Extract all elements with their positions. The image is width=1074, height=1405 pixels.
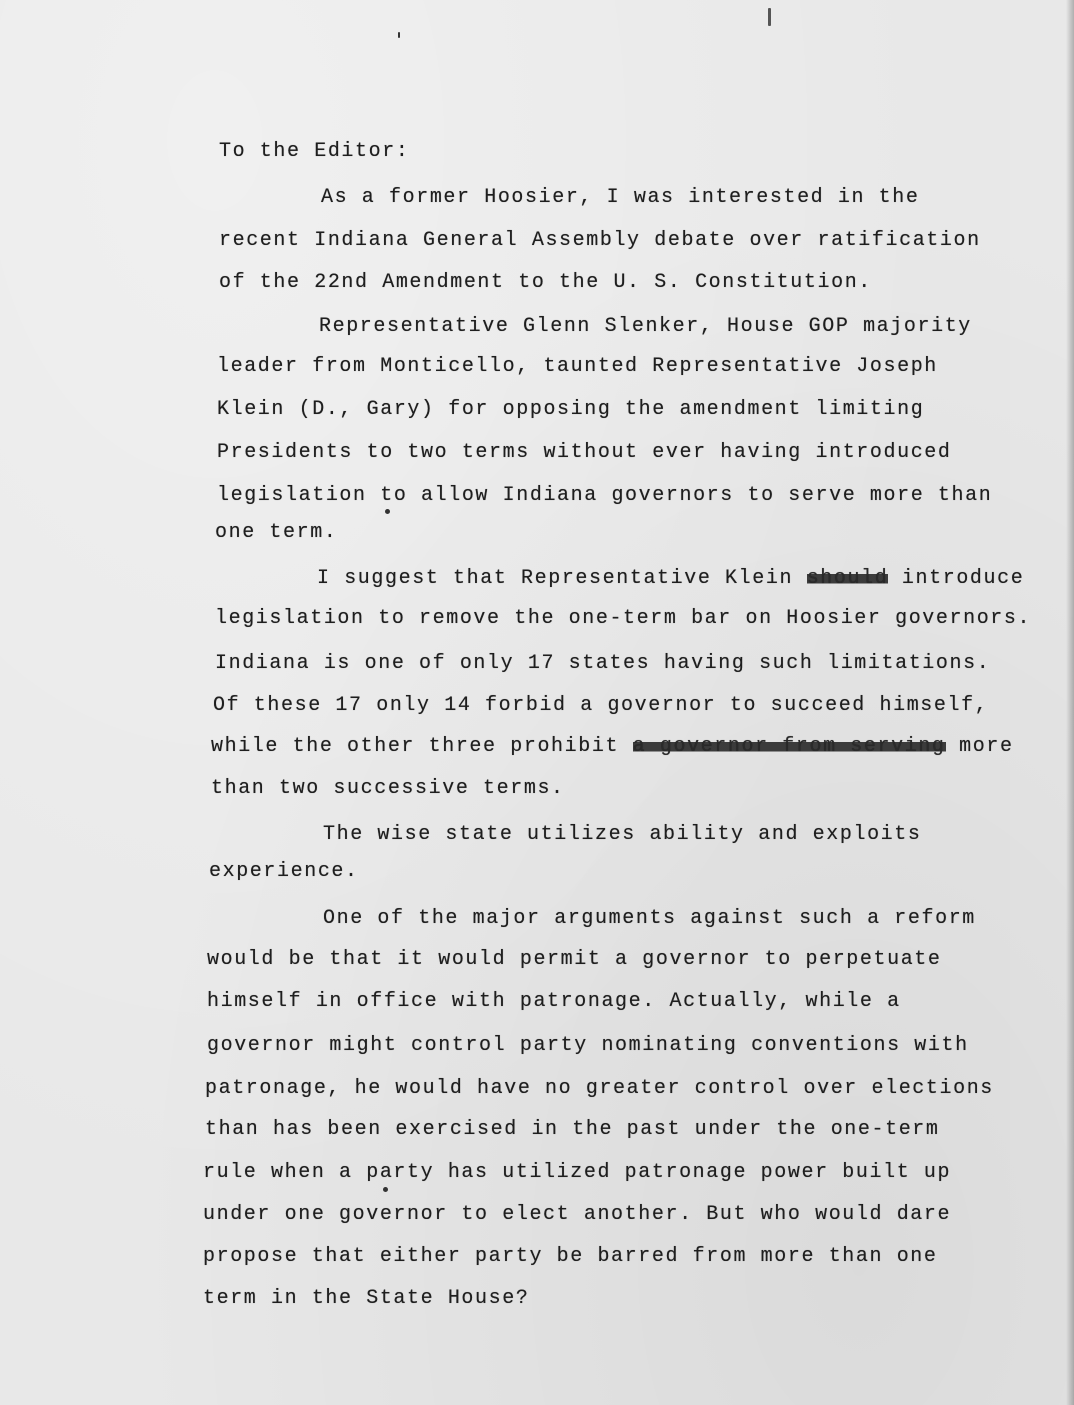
paragraph-3-line-6: than two successive terms.: [211, 777, 565, 800]
paragraph-3-line-1-end: introduce: [901, 567, 1025, 590]
paragraph-1-line-3: of the 22nd Amendment to the U. S. Constitution.: [219, 271, 872, 294]
paragraph-5-line-5: patronage, he would have no greater control over elections: [205, 1077, 994, 1100]
salutation: To the Editor:: [219, 140, 410, 163]
paragraph-2-line-2: leader from Monticello, taunted Representative Joseph: [217, 355, 938, 378]
paper-crease: [768, 8, 771, 26]
paragraph-5-line-3: himself in office with patronage. Actually, while a: [207, 990, 901, 1013]
paragraph-5-line-1: One of the major arguments against such a reform: [323, 907, 976, 930]
paragraph-4-line-2: experience.: [209, 860, 359, 883]
paragraph-2-line-4: Presidents to two terms without ever having introduced: [217, 441, 952, 464]
struck-word: should: [806, 567, 889, 590]
paragraph-3-line-5-end: more: [959, 735, 1014, 758]
paragraph-2-line-3: Klein (D., Gary) for opposing the amendment limiting: [217, 398, 925, 421]
struck-phrase: a governor from serving: [632, 735, 946, 758]
paragraph-5-line-10: term in the State House?: [203, 1287, 530, 1310]
paragraph-3-line-1: [317, 566, 1024, 592]
paragraph-3-line-5-text: while the other three prohibit: [211, 735, 620, 758]
paragraph-2-line-6: one term.: [215, 521, 338, 544]
paragraph-5-line-8: under one governor to elect another. But who would dare: [203, 1203, 952, 1226]
paragraph-3-line-1-text: I suggest that Representative Klein: [317, 567, 794, 590]
ink-speck: [398, 32, 400, 38]
paragraph-2-line-5: legislation to allow Indiana governors to serve more than: [217, 484, 993, 507]
paragraph-3-line-4: Of these 17 only 14 forbid a governor to succeed himself,: [213, 694, 989, 717]
ink-speck: [385, 509, 390, 514]
paragraph-4-line-1: The wise state utilizes ability and exploits: [323, 823, 922, 846]
ink-speck: [383, 1187, 388, 1192]
paragraph-5-line-6: than has been exercised in the past under the one-term: [205, 1118, 940, 1141]
paragraph-3-line-2: legislation to remove the one-term bar on Hoosier governors.: [215, 607, 1032, 630]
paragraph-2-line-1: Representative Glenn Slenker, House GOP majority: [319, 315, 972, 338]
paragraph-1-line-2: recent Indiana General Assembly debate over ratification: [219, 229, 981, 252]
paragraph-1-line-1: As a former Hoosier, I was interested in the: [321, 186, 920, 209]
paragraph-5-line-2: would be that it would permit a governor to perpetuate: [207, 948, 942, 971]
paragraph-3-line-3: Indiana is one of only 17 states having such limitations.: [215, 652, 991, 675]
paragraph-5-line-4: governor might control party nominating conventions with: [207, 1034, 969, 1057]
paragraph-3-line-5: [211, 734, 1014, 760]
paragraph-5-line-7: rule when a party has utilized patronage power built up: [203, 1161, 952, 1184]
paragraph-5-line-9: propose that either party be barred from more than one: [203, 1245, 938, 1268]
